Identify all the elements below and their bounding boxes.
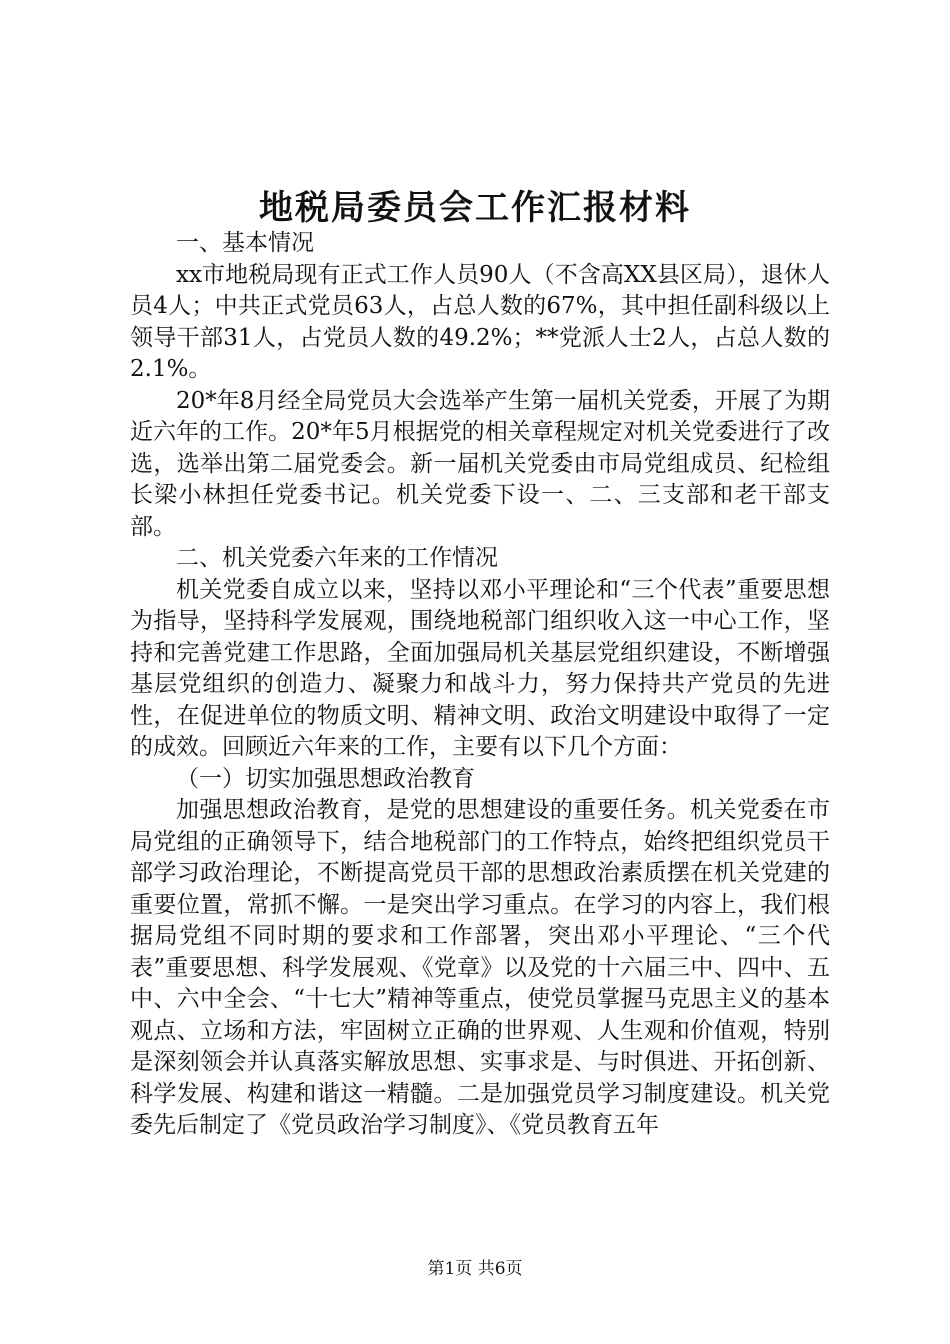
paragraph-work-overview: 机关党委自成立以来，坚持以邓小平理论和“三个代表”重要思想为指导，坚持科学发展观，围绕地税部门组织收入这一中心工作，坚持和完善党建工作思路，全面加强局机关基层党组织建设，不断增强基层党组织的创造力、凝聚力和战斗力，努力保持共产党员的先进性，在促进单位的物质文明、精神文明、政治文明建设中取得了一定的成效。回顾近六年来的工作，主要有以下几个方面：	[130, 576, 830, 760]
document-body	[130, 228, 830, 1142]
subsection-heading-education: （一）切实加强思想政治教育	[176, 765, 475, 792]
section-heading-work: 二、机关党委六年来的工作情况	[176, 545, 498, 571]
document-title: 地税局委员会工作汇报材料	[259, 188, 691, 228]
paragraph-staff-stats: xx市地税局现有正式工作人员90人（不含高XX县区局），退休人员4人；中共正式党员63人，占总人数的67%，其中担任副科级以上领导干部31人，占党员人数的49.2%；**党派人士2人，占总人数的2.1%。	[130, 261, 830, 382]
page-footer: 第1页 共6页	[427, 1259, 523, 1279]
paragraph-education: 加强思想政治教育，是党的思想建设的重要任务。机关党委在市局党组的正确领导下，结合地税部门的工作特点，始终把组织党员干部学习政治理论，不断提高党员干部的思想政治素质摆在机关党建的重要位置，常抓不懈。一是突出学习重点。在学习的内容上，我们根据局党组不同时期的要求和工作部署，突出邓小平理论、“三个代表”重要思想、科学发展观、《党章》以及党的十六届三中、四中、五中、六中全会、“十七大”精神等重点，使党员掌握马克思主义的基本观点、立场和方法，牢固树立正确的世界观、人生观和价值观，特别是深刻领会并认真落实解放思想、实事求是、与时俱进、开拓创新、科学发展、构建和谐这一精髓。二是加强党员学习制度建设。机关党委先后制定了《党员政治学习制度》、《党员教育五年	[130, 797, 830, 1138]
section-heading-basic: 一、基本情况	[176, 230, 314, 256]
paragraph-committee-history: 20*年8月经全局党员大会选举产生第一届机关党委，开展了为期近六年的工作。20*年5月根据党的相关章程规定对机关党委进行了改选，选举出第二届党委会。新一届机关党委由市局党组成员、纪检组长梁小林担任党委书记。机关党委下设一、二、三支部和老干部支部。	[130, 387, 830, 540]
